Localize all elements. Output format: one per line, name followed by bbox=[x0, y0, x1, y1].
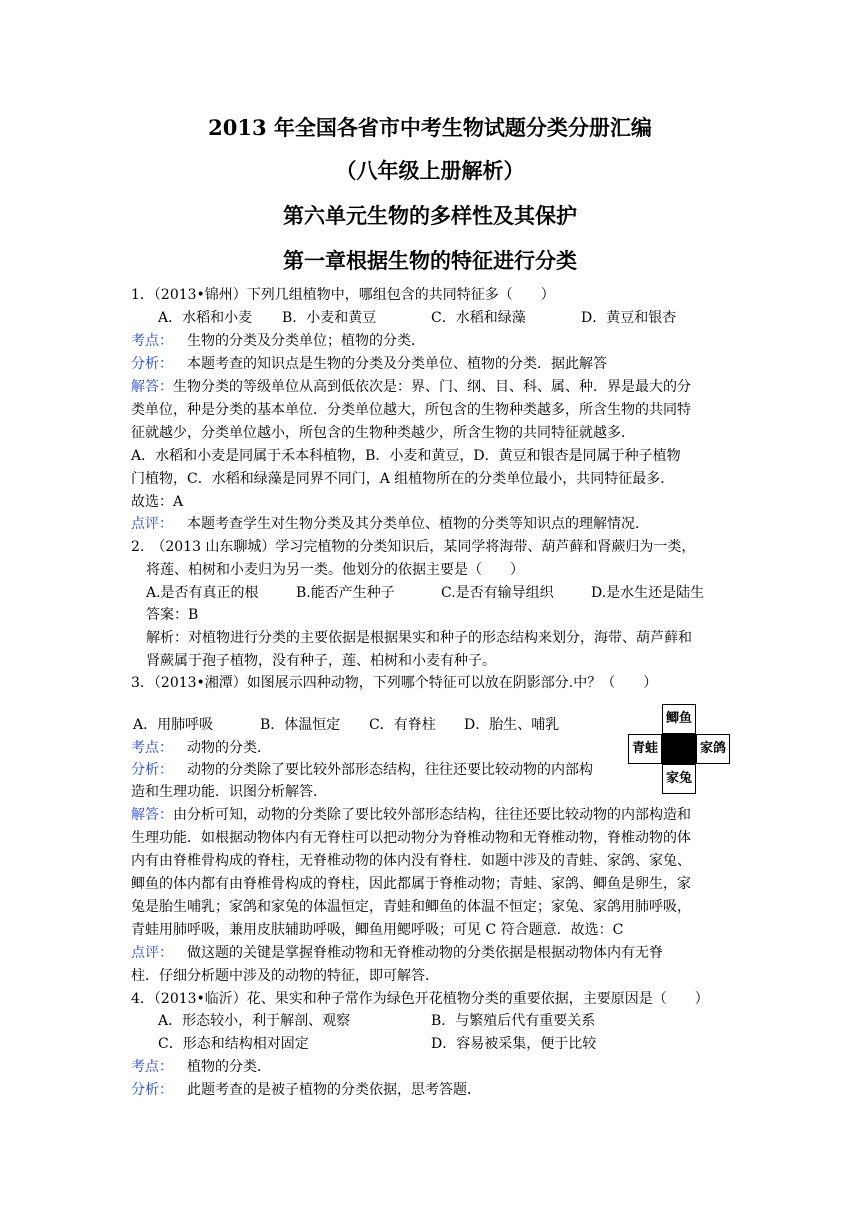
main-title: 2013 年全国各省市中考生物试题分类分册汇编 bbox=[208, 115, 652, 140]
q2-option-c: C.是否有输导组织 bbox=[441, 585, 554, 601]
diagram-cell-right: 家鸽 bbox=[696, 734, 730, 764]
q1-dianping-text: 本题考查学生对生物分类及其分类单位、植物的分类等知识点的理解情况． bbox=[187, 516, 649, 532]
q3-kaodian-text: 动物的分类． bbox=[187, 740, 271, 756]
q4-fenxi bbox=[131, 1080, 481, 1100]
q1-dianping bbox=[131, 514, 649, 534]
q4-fenxi-text: 此题考查的是被子植物的分类依据，思考答题． bbox=[187, 1082, 481, 1098]
jieda-label: 解答： bbox=[131, 379, 173, 395]
q4-option-d: D．容易被采集，便于比较 bbox=[431, 1036, 597, 1052]
kaodian-label: 考点： bbox=[131, 740, 173, 756]
q1-jieda-line: 类单位，种是分类的基本单位．分类单位越大，所包含的生物种类越多，所含生物的共同特 bbox=[131, 402, 691, 418]
q1-jieda-line: 生物分类的等级单位从高到低依次是：界、门、纲、目、科、属、种．界是最大的分 bbox=[173, 379, 691, 395]
kaodian-label: 考点： bbox=[131, 1059, 173, 1075]
q3-dianping-text: 做这题的关键是掌握脊椎动物和无脊椎动物的分类依据是根据动物体内有无脊 bbox=[187, 945, 663, 961]
kaodian-label: 考点： bbox=[131, 333, 173, 349]
q3-jieda-line: 兔是胎生哺乳；家鸽和家兔的体温恒定，青蛙和鲫鱼的体温不恒定；家兔、家鸽用肺呼吸， bbox=[131, 899, 691, 915]
q1-option-a: A．水稻和小麦 bbox=[158, 310, 253, 326]
q1-jieda-line: 征就越少，分类单位越小，所包含的生物种类越少，所含生物的共同特征就越多． bbox=[131, 425, 635, 441]
q3-jieda-line: 内有由脊椎骨构成的脊柱，无脊椎动物的体内没有脊柱．如题中涉及的青蛙、家鸽、家兔、 bbox=[131, 853, 691, 869]
q3-kaodian bbox=[131, 738, 271, 758]
q3-option-b: B．体温恒定 bbox=[260, 717, 341, 733]
diagram-cell-top: 鲫鱼 bbox=[662, 704, 696, 734]
q3-fenxi-line: 造和生理功能．识图分析解答． bbox=[131, 784, 327, 800]
q3-jieda-line: 鲫鱼的体内都有由脊椎骨构成的脊柱，因此都属于脊椎动物；青蛙、家鸽、鲫鱼是卵生，家 bbox=[131, 876, 691, 892]
q4-option-c: C．形态和结构相对固定 bbox=[158, 1036, 309, 1052]
q1-kaodian bbox=[131, 331, 425, 351]
q3-option-d: D．胎生、哺乳 bbox=[464, 717, 560, 733]
fenxi-label: 分析： bbox=[131, 762, 173, 778]
q1-answer: 故选：A bbox=[131, 494, 184, 510]
q3-jieda bbox=[131, 805, 691, 825]
chapter-title: 第一章根据生物的特征进行分类 bbox=[283, 248, 577, 273]
q1-jieda-line: A．水稻和小麦是同属于禾本科植物，B．小麦和黄豆，D．黄豆和银杏是同属于种子植物 bbox=[131, 448, 681, 464]
q4-option-a: A．形态较小，利于解剖、观察 bbox=[158, 1013, 351, 1029]
q1-option-c: C．水稻和绿藻 bbox=[431, 310, 526, 326]
q3-option-c: C．有脊柱 bbox=[369, 717, 436, 733]
diagram-shaded-center bbox=[662, 734, 696, 764]
q1-jieda-line: 门植物，C．水稻和绿藻是同界不同门，A 组植物所在的分类单位最小，共同特征最多． bbox=[131, 471, 675, 487]
q4-stem: 4．（2013•临沂）花、果实和种子常作为绿色开花植物分类的重要依据，主要原因是（ ） bbox=[131, 991, 709, 1007]
q2-stem-line: 将莲、柏树和小麦归为另一类。他划分的依据主要是（ ） bbox=[146, 562, 524, 578]
unit-title: 第六单元生物的多样性及其保护 bbox=[283, 203, 577, 228]
q3-stem: 3．（2013•湘潭）如图展示四种动物，下列哪个特征可以放在阴影部分.中？（ ） bbox=[131, 675, 658, 691]
q3-option-a: A．用肺呼吸 bbox=[133, 717, 214, 733]
q1-jieda bbox=[131, 377, 691, 397]
q1-fenxi-text: 本题考查的知识点是生物的分类及分类单位、植物的分类．据此解答 bbox=[187, 356, 607, 372]
q3-dianping bbox=[131, 943, 663, 963]
q3-fenxi bbox=[131, 760, 593, 780]
diagram-cell-bottom: 家兔 bbox=[662, 764, 696, 794]
q3-jieda-line: 由分析可知，动物的分类除了要比较外部形态结构，往往还要比较动物的内部构造和 bbox=[173, 807, 691, 823]
fenxi-label: 分析： bbox=[131, 356, 173, 372]
q2-answer: 答案：B bbox=[146, 607, 199, 623]
q1-kaodian-text: 生物的分类及分类单位；植物的分类． bbox=[187, 333, 425, 349]
dianping-label: 点评： bbox=[131, 516, 173, 532]
q2-option-a: A.是否有真正的根 bbox=[146, 585, 259, 601]
q1-option-b: B．小麦和黄豆 bbox=[282, 310, 377, 326]
jieda-label: 解答： bbox=[131, 807, 173, 823]
dianping-label: 点评： bbox=[131, 945, 173, 961]
subtitle: （八年级上册解析） bbox=[335, 158, 525, 183]
q2-stem: 2. （2013 山东聊城）学习完植物的分类知识后，某同学将海带、葫芦藓和肾蕨归为一类， bbox=[131, 539, 696, 555]
q4-option-b: B．与繁殖后代有重要关系 bbox=[431, 1013, 596, 1029]
q1-option-d: D．黄豆和银杏 bbox=[581, 310, 677, 326]
q3-jieda-line: 生理功能．如根据动物体内有无脊柱可以把动物分为脊椎动物和无脊椎动物，脊椎动物的体 bbox=[131, 830, 691, 846]
q1-stem: 1．（2013•锦州）下列几组植物中，哪组包含的共同特征多（ ） bbox=[131, 287, 555, 303]
q3-jieda-line: 青蛙用肺呼吸，兼用皮肤辅助呼吸，鲫鱼用鳃呼吸；可见 C 符合题意．故选：C bbox=[131, 922, 624, 938]
q2-option-d: D.是水生还是陆生 bbox=[591, 585, 705, 601]
q2-analysis-line: 肾蕨属于孢子植物，没有种子，莲、柏树和小麦有种子。 bbox=[146, 653, 496, 669]
q4-kaodian bbox=[131, 1057, 271, 1077]
animal-cross-diagram bbox=[628, 704, 730, 794]
q1-fenxi bbox=[131, 354, 607, 374]
q2-option-b: B.能否产生种子 bbox=[296, 585, 395, 601]
q4-kaodian-text: 植物的分类． bbox=[187, 1059, 271, 1075]
q2-analysis: 解析：对植物进行分类的主要依据是根据果实和种子的形态结构来划分，海带、葫芦藓和 bbox=[146, 630, 692, 646]
diagram-cell-left: 青蛙 bbox=[628, 734, 662, 764]
fenxi-label: 分析： bbox=[131, 1082, 173, 1098]
q3-dianping-line: 柱．仔细分析题中涉及的动物的特征，即可解答． bbox=[131, 968, 439, 984]
q3-fenxi-text: 动物的分类除了要比较外部形态结构，往往还要比较动物的内部构 bbox=[187, 762, 593, 778]
